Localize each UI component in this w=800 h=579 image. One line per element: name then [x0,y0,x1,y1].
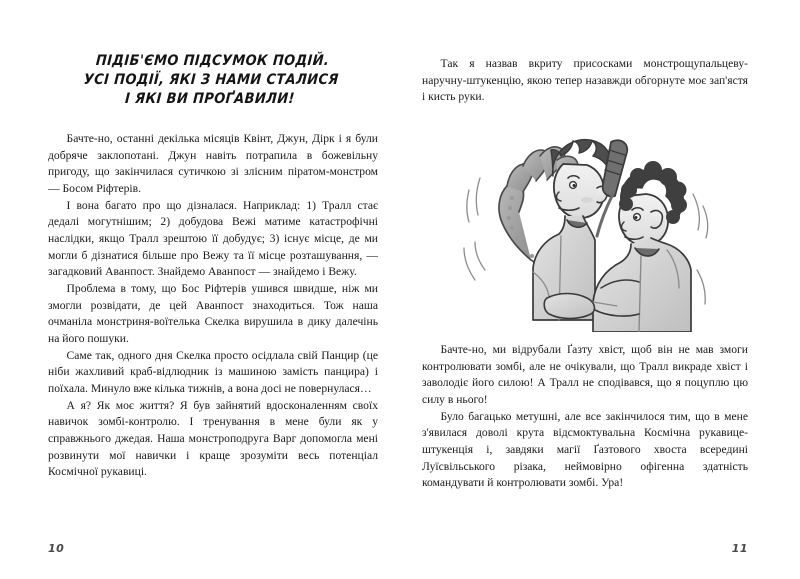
motion-lines-right [693,194,708,304]
two-boys-illustration [422,120,748,332]
paragraph-text: А я? Як моє життя? Я був зайнятий вдосконаленням своїх навичок зомбі-контролю. І тренування в мене були як у справжнього джедая. Наша монстроподруга Варг допомогла мені розвинути мої навички і краще зрозуміти весь потенціал Космічної рукавиці. [48,398,378,479]
boy-a-hand [544,293,594,318]
paragraph-text: Бачте-но, ми відрубали Ґазту хвіст, щоб він не мав змоги контролювати зомбі, але не очікували, що Тралл викраде хвіст і заволодіє його силою! А Тралл не сподівався, що я поцуплю цю силу в нього! [422,342,748,406]
paragraph [422,409,748,492]
paragraph [48,398,378,481]
paragraph [422,56,748,106]
paragraph-text: Бачте-но, останні декілька місяців Квінт, Джун, Дірк і я були добряче заклопотані. Джун навіть потрапила в божевільну пригоду, що закінчилася сутичкою зі злісним піратом-монстром — Босом Ріфтерів. [48,132,378,196]
paragraph [48,348,378,398]
paragraph [48,131,378,198]
motion-lines-left [464,178,485,280]
paragraph [48,281,378,348]
paragraph [422,342,748,409]
chapter-heading: ПІДІБ'ЄМО ПІДСУМОК ПОДІЙ. УСІ ПОДІЇ, ЯКІ З НАМИ СТАЛИСЯ І ЯКІ ВИ ПРОҐАВИЛИ! [83,53,340,108]
paragraph-text: Саме так, одного дня Скелка просто осідлала свій Панцир (це ніби жахливий краб-відлюдник із машиною замість панцира) і поїхала. Минуло вже кілька тижнів, а вона досі не повернулася… [48,348,378,395]
two-boys-illustration-svg [435,120,735,332]
right-page-body-top [422,0,748,106]
paragraph-text: Так я назвав вкриту присосками монстрощупальцеву-наручну-штукенцію, якою тепер назавжди обгорнуте моє зап'ястя і кисть руки. [422,57,748,104]
page-number-right: 11 [731,542,748,555]
paragraph-text: Проблема в тому, що Бос Ріфтерів ушився швидше, ніж ми змогли розвідати, де цей Аванпост знаходиться. Тож наша очманіла монстриня-воїтелька Скелка вирушила в дику далечінь на його пошуки. [48,281,378,345]
left-page-body [48,131,378,481]
right-page [400,0,800,579]
paragraph [48,198,378,281]
paragraph-text: Було багацько метушні, але все закінчилося тим, що в мене з'явилася доволі крута відсмоктувальна Космічна рукавице-штукенція і, завдяки магії Ґазтового хвоста всередині Луїсвільського різака, неймовірно офігенна здатність командувати й контролювати зомбі. Ура! [422,409,748,490]
right-page-body-bottom [422,342,748,492]
boy-a-head [554,164,604,218]
page-number-left: 10 [48,542,65,555]
paragraph-text: І вона багато про що дізналася. Наприклад: 1) Тралл стає дедалі могутнішим; 2) добудова Вежі матиме катастрофічні наслідки, якщо Тралл зрештою її добудує; 3) існує місце, де ми могли б дізнатися більше про Вежу та її місце розташування, — загадковий Аванпост. Знайдемо Аванпост — знайдемо і Вежу. [48,198,378,279]
